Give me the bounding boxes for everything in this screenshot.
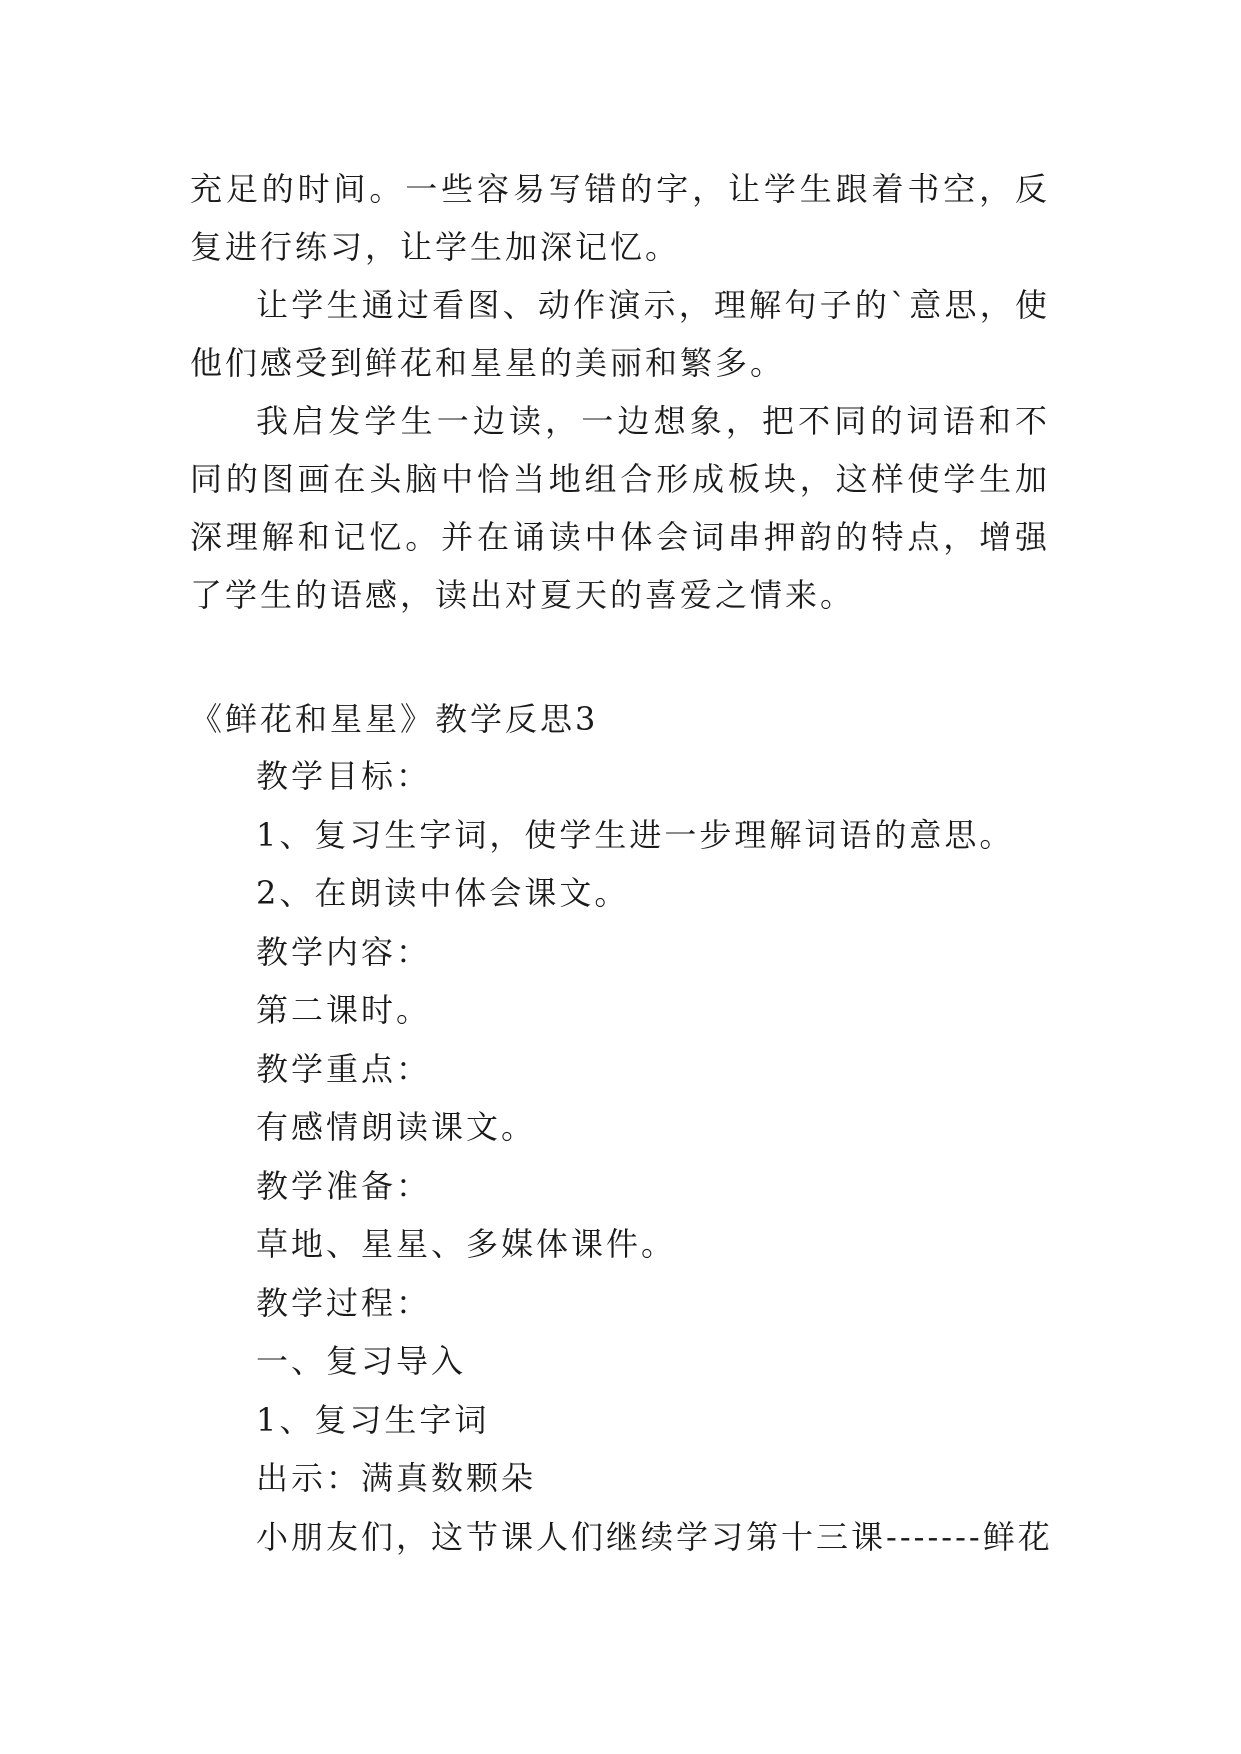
lesson-plan-list <box>256 747 1056 1566</box>
focus-value: 有感情朗读课文。 <box>256 1108 537 1146</box>
teacher-remark: 小朋友们，这节课人们继续学习第十三课-------鲜花 <box>256 1517 1053 1556</box>
label-teaching-goals: 教学目标： <box>256 757 432 795</box>
paragraph-understanding: 让学生通过看图、动作演示，理解句子的`意思，使他们感受到鲜花和星星的美丽和繁多。 <box>190 286 1050 382</box>
label-teaching-content: 教学内容： <box>256 932 432 971</box>
paragraph-continuation: 充足的时间。一些容易写错的字，让学生跟着书空，反复进行练习，让学生加深记忆。 <box>190 170 1050 266</box>
content-value: 第二课时。 <box>256 991 432 1029</box>
process-substep-1: 1、复习生字词 <box>256 1400 490 1439</box>
label-teaching-prep: 教学准备： <box>256 1166 432 1205</box>
goal-item-2: 2、在朗读中体会课文。 <box>256 874 630 912</box>
prep-value: 草地、星星、多媒体课件。 <box>256 1225 677 1263</box>
label-teaching-focus: 教学重点： <box>256 1049 432 1088</box>
paragraph-imagination: 我启发学生一边读，一边想象，把不同的词语和不同的图画在头脑中恰当地组合形成板块，这样使学生加深理解和记忆。并在诵读中体会词串押韵的特点，增强了学生的语感，读出对夏天的喜爱之情来。 <box>190 402 1050 614</box>
display-words: 出示：满真数颗朵 <box>256 1459 537 1497</box>
label-teaching-process: 教学过程： <box>256 1283 432 1322</box>
goal-item-1: 1、复习生字词，使学生进一步理解词语的意思。 <box>256 815 1015 854</box>
section-heading: 《鲜花和星星》教学反思3 <box>190 700 599 738</box>
process-step-1: 一、复习导入 <box>256 1342 467 1380</box>
